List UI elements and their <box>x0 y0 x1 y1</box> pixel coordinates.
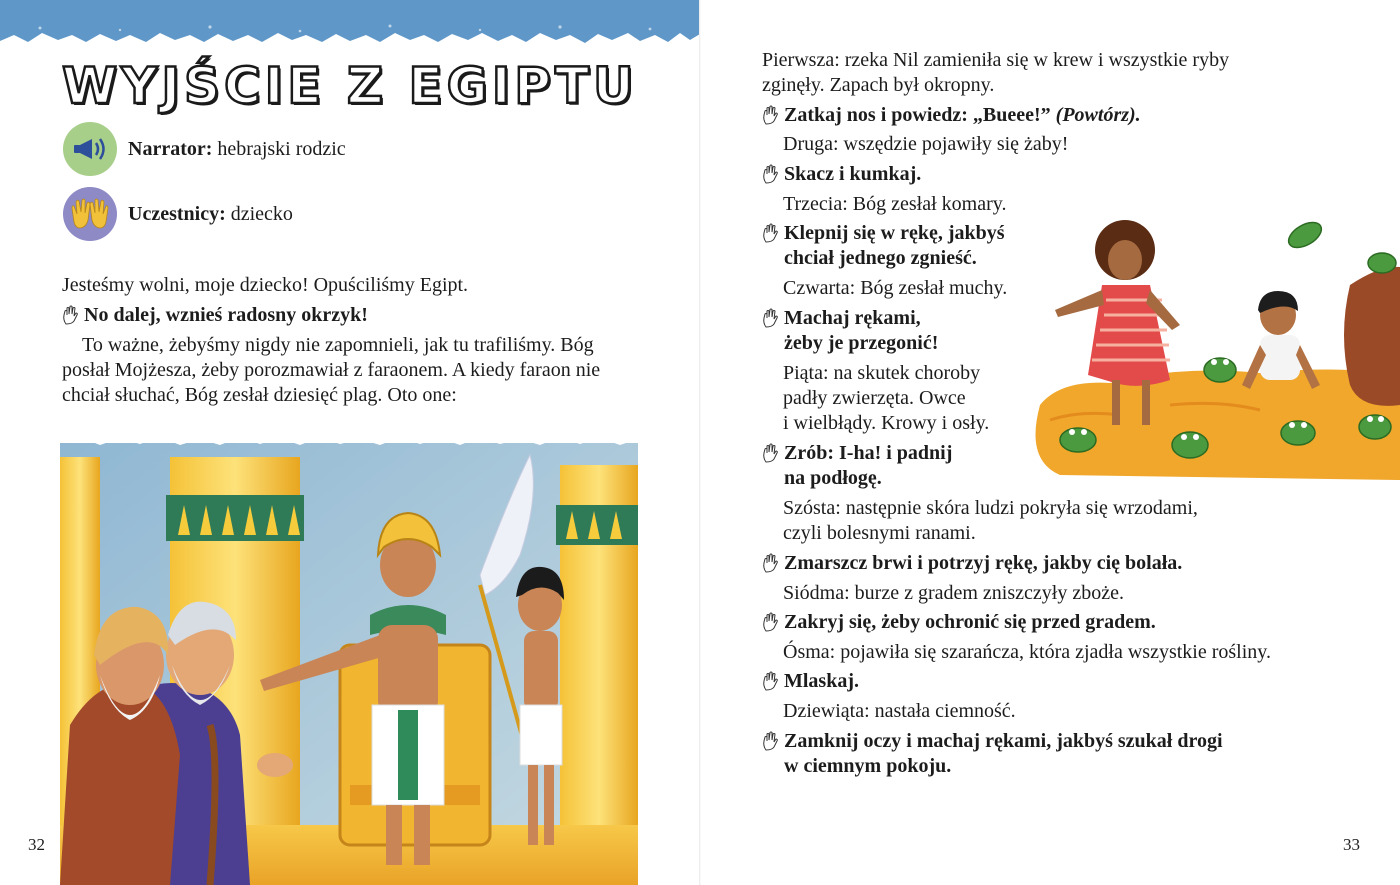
plague-3-text: Trzecia: Bóg zesłał komary. <box>783 193 1007 215</box>
hand-icon <box>762 308 780 328</box>
plague-6-cue <box>762 551 1182 576</box>
plague-8-cue <box>762 669 859 694</box>
page-number-right: 33 <box>1343 835 1360 854</box>
page-number-left: 32 <box>28 835 45 854</box>
intro-text: Jesteśmy wolni, moje dziecko! Opuściliśmy Egipt. <box>62 274 469 296</box>
story-paragraph: To ważne, żebyśmy nigdy nie zapomnieli, jak tu trafiliśmy. Bóg posłał Mojżesza, żeby porozmawiał z faraonem. A kiedy faraon nie chciał słuchać, Bóg zesłał dziesięć plag. Oto one: <box>62 334 601 406</box>
top-banner <box>0 0 700 48</box>
plague-9-cue-label: Zamknij oczy i machaj rękami, jakbyś szukał drogi w ciemnym pokoju. <box>784 730 1223 777</box>
megaphone-icon <box>62 121 118 177</box>
role-narrator-value: hebrajski rodzic <box>217 137 346 160</box>
plague-7-text: Siódma: burze z gradem zniszczyły zboże. <box>783 582 1124 604</box>
cue-cheer-label: No dalej, wznieś radosny okrzyk! <box>84 304 368 326</box>
plague-4-cue-label: Machaj rękami, żeby je przegonić! <box>784 307 939 354</box>
hand-icon <box>62 305 80 325</box>
plague-5-text: Piąta: na skutek choroby padły zwierzęta. Owce i wielbłądy. Krowy i osły. <box>783 362 990 434</box>
plague-1-cue-label: Zatkaj nos i powiedz: „Bueee!” <box>784 104 1051 126</box>
pharaoh-illustration <box>60 435 638 885</box>
plague-7-cue-label: Zakryj się, żeby ochronić się przed gradem. <box>784 611 1156 633</box>
plague-9-text: Dziewiąta: nastała ciemność. <box>783 700 1016 722</box>
plague-8-text: Ósma: pojawiła się szarańcza, która zjadła wszystkie rośliny. <box>783 641 1271 663</box>
cue-cheer <box>62 303 368 328</box>
plague-2-cue-label: Skacz i kumkaj. <box>784 163 922 185</box>
hand-icon <box>762 612 780 632</box>
hands-icon <box>62 186 118 242</box>
plague-7-cue <box>762 610 1156 635</box>
role-participants-label: Uczestnicy: <box>128 202 226 225</box>
plague-5-cue-label: Zrób: I-ha! i padnij na podłogę. <box>784 442 953 489</box>
plague-2-text: Druga: wszędzie pojawiły się żaby! <box>783 133 1069 155</box>
role-narrator <box>62 121 346 177</box>
plague-4-text: Czwarta: Bóg zesłał muchy. <box>783 277 1008 299</box>
hand-icon <box>762 731 780 751</box>
plague-6-cue-label: Zmarszcz brwi i potrzyj rękę, jakby cię bolała. <box>784 552 1183 574</box>
plague-1-cue-extra: (Powtórz). <box>1055 104 1141 126</box>
plague-5-cue <box>762 441 952 491</box>
hand-icon <box>762 443 780 463</box>
role-participants <box>62 186 293 242</box>
role-narrator-label: Narrator: <box>128 137 213 160</box>
hand-icon <box>762 671 780 691</box>
frogs-illustration <box>1020 205 1400 480</box>
hand-icon <box>762 553 780 573</box>
role-narrator-text <box>128 138 346 161</box>
plague-3-cue <box>762 221 1005 271</box>
plague-3-cue-label: Klepnij się w rękę, jakbyś chciał jednego zgnieść. <box>784 222 1005 269</box>
page-title: WYJŚCIE Z EGIPTU <box>62 57 638 115</box>
hand-icon <box>762 105 780 125</box>
plague-1-text: Pierwsza: rzeka Nil zamieniła się w krew i wszystkie ryby zginęły. Zapach był okropny. <box>762 49 1230 96</box>
plague-6-text: Szósta: następnie skóra ludzi pokryła się wrzodami, czyli bolesnymi ranami. <box>783 497 1198 544</box>
plague-9-cue <box>762 729 1223 779</box>
role-participants-value: dziecko <box>230 202 293 225</box>
hand-icon <box>762 164 780 184</box>
role-participants-text <box>128 203 293 226</box>
hand-icon <box>762 223 780 243</box>
plague-4-cue <box>762 306 938 356</box>
plague-8-cue-label: Mlaskaj. <box>784 670 859 692</box>
plague-2-cue <box>762 162 921 187</box>
plague-1-cue <box>762 103 1141 128</box>
